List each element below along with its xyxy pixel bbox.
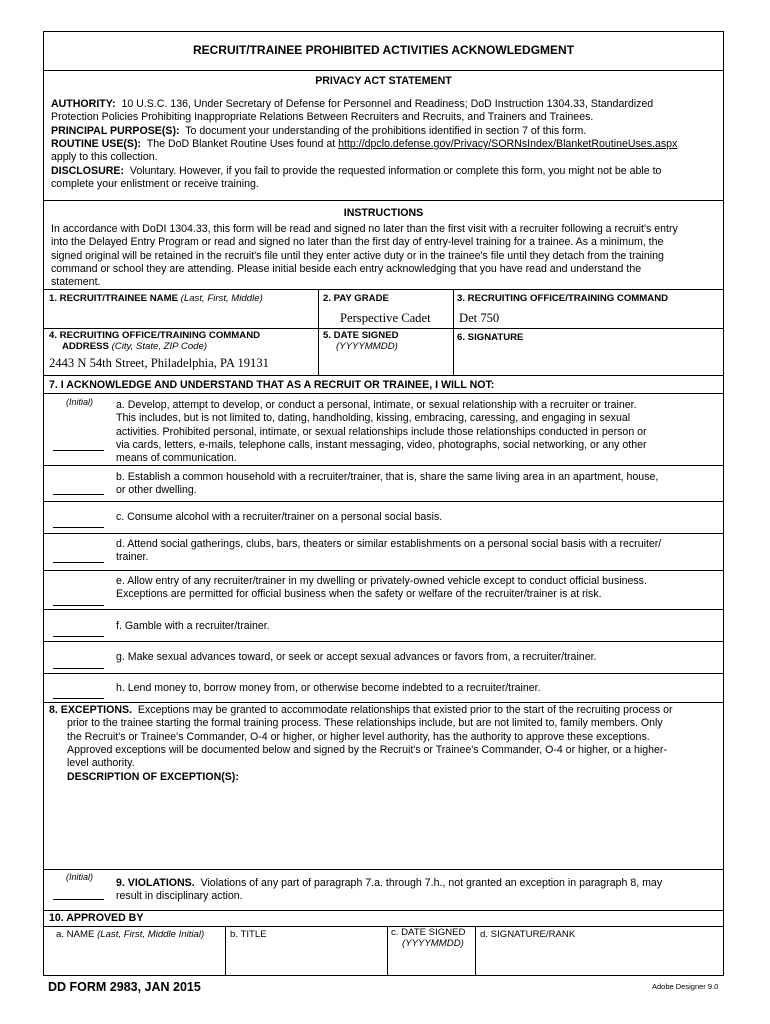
divider bbox=[318, 289, 319, 375]
divider bbox=[44, 465, 723, 466]
field-5-hint: (YYYYMMDD) bbox=[336, 341, 398, 352]
approver-date-field[interactable] bbox=[390, 952, 473, 974]
initial-field-f[interactable] bbox=[53, 636, 104, 637]
section-10-heading: 10. APPROVED BY bbox=[49, 912, 144, 924]
divider bbox=[44, 926, 723, 927]
pay-grade-field[interactable]: Perspective Cadet bbox=[340, 311, 431, 325]
approver-title-label: b. TITLE bbox=[230, 929, 267, 940]
recruiting-office-field[interactable]: Det 750 bbox=[459, 311, 500, 325]
purpose-label: PRINCIPAL PURPOSE(S): bbox=[51, 124, 180, 137]
prohibition-item-e: e. Allow entry of any recruiter/trainer in my dwelling or privately-owned vehicle except to conduct official business. Exceptions are permitted for official business when the safety or welfare of the recruiter/trainer is at risk. bbox=[116, 575, 647, 601]
divider bbox=[44, 328, 723, 329]
instruction-line: signed original will be retained in the recruit's file until they enter active duty or in the trainee's file until they detach from the training bbox=[51, 249, 664, 262]
initial-field-violations[interactable] bbox=[53, 899, 104, 900]
address-field[interactable]: 2443 N 54th Street, Philadelphia, PA 19131 bbox=[49, 356, 269, 370]
divider bbox=[44, 70, 723, 71]
violations-statement: 9. VIOLATIONS. Violations of any part of paragraph 7.a. through 7.h., not granted an exception in paragraph 8, may result in disciplinary action. bbox=[116, 877, 663, 903]
disclosure-label: DISCLOSURE: bbox=[51, 164, 124, 177]
divider bbox=[44, 533, 723, 534]
routine-uses-link[interactable]: http://dpclo.defense.gov/Privacy/SORNsIndex/BlanketRoutineUses.aspx bbox=[338, 138, 678, 151]
field-6-label: 6. SIGNATURE bbox=[457, 332, 524, 343]
prohibition-item-f: f. Gamble with a recruiter/trainer. bbox=[116, 620, 270, 632]
approver-title-field[interactable] bbox=[228, 942, 385, 974]
acknowledgment-form bbox=[43, 31, 724, 976]
approver-name-field[interactable] bbox=[46, 942, 223, 974]
divider bbox=[387, 926, 388, 975]
software-label: Adobe Designer 9.0 bbox=[652, 982, 719, 991]
field-2-label: 2. PAY GRADE bbox=[323, 293, 389, 304]
divider bbox=[44, 869, 723, 870]
instructions-text bbox=[51, 223, 723, 290]
divider bbox=[44, 200, 723, 201]
field-1-label: 1. RECRUIT/TRAINEE NAME (Last, First, Middle) bbox=[49, 293, 263, 304]
authority-label: AUTHORITY: bbox=[51, 98, 116, 110]
disclosure-text-cont: complete your enlistment or receive training. bbox=[51, 178, 259, 191]
exceptions-label: 8. EXCEPTIONS. bbox=[49, 704, 133, 716]
initial-label: (Initial) bbox=[66, 397, 94, 407]
initial-field-h[interactable] bbox=[53, 698, 104, 699]
section-7-heading: 7. I ACKNOWLEDGE AND UNDERSTAND THAT AS A RECRUIT OR TRAINEE, I WILL NOT: bbox=[49, 379, 495, 391]
exceptions-section: 8. EXCEPTIONS. Exceptions may be granted to accommodate relationships that existed prior to the start of the recruiting process or prior to the trainee starting the formal training process. These relationships include, but are not limited to, family members. Only the Recruit's or Trainee's Commander, O-4 or higher, or higher level authority, has the authority to approve these exceptions. Approved exceptions will be documented below and signed by the Recruit's or Trainee's Commander, O-4 or higher, or a higher- level authority. DESCRIPTION OF EXCEPTION(S): bbox=[49, 704, 723, 784]
prohibition-item-d: d. Attend social gatherings, clubs, bars, theaters or similar establishments on a personal social basis with a recruiter/ trainer. bbox=[116, 538, 662, 564]
approver-date-label: c. DATE SIGNED bbox=[391, 927, 466, 938]
initial-field-c[interactable] bbox=[53, 527, 104, 528]
approver-name-label: a. NAME (Last, First, Middle Initial) bbox=[56, 929, 205, 940]
privacy-statement bbox=[51, 98, 721, 191]
divider bbox=[44, 289, 723, 290]
privacy-heading: PRIVACY ACT STATEMENT bbox=[315, 75, 452, 87]
authority-text: 10 U.S.C. 136, Under Secretary of Defense for Personnel and Readiness; DoD Instruction 1304.33, Standardized bbox=[121, 98, 654, 110]
divider bbox=[44, 702, 723, 703]
form-title: RECRUIT/TRAINEE PROHIBITED ACTIVITIES ACKNOWLEDGMENT bbox=[192, 43, 575, 57]
routine-text-cont: apply to this collection. bbox=[51, 151, 158, 164]
field-4-label: 4. RECRUITING OFFICE/TRAINING COMMAND bbox=[49, 330, 261, 341]
exceptions-description-field[interactable] bbox=[66, 789, 716, 869]
divider bbox=[44, 609, 723, 610]
approver-date-hint: (YYYYMMDD) bbox=[402, 938, 464, 949]
authority-text-cont: Protection Policies Prohibiting Inappropriate Relations Between Recruiters and Recruits, and Trainers and Trainees. bbox=[51, 111, 594, 124]
instruction-line: statement. bbox=[51, 276, 101, 289]
prohibition-item-h: h. Lend money to, borrow money from, or otherwise become indebted to a recruiter/trainer. bbox=[116, 682, 541, 694]
divider bbox=[225, 926, 226, 975]
initial-field-e[interactable] bbox=[53, 605, 104, 606]
disclosure-text: Voluntary. However, if you fail to provide the requested information or complete this form, you might not be able to bbox=[129, 164, 662, 177]
prohibition-item-c: c. Consume alcohol with a recruiter/trainer on a personal social basis. bbox=[116, 511, 443, 523]
divider bbox=[44, 393, 723, 394]
divider bbox=[44, 375, 723, 376]
divider bbox=[453, 289, 454, 375]
routine-label: ROUTINE USE(S): bbox=[51, 138, 142, 151]
divider bbox=[44, 641, 723, 642]
purpose-text: To document your understanding of the prohibitions identified in section 7 of this form. bbox=[185, 124, 587, 137]
instruction-line: into the Delayed Entry Program or read and signed no later than the first day of entry-level training for a trainee. As a minimum, the bbox=[51, 236, 664, 249]
routine-text: The DoD Blanket Routine Uses found at bbox=[146, 138, 336, 151]
field-4-label-cont: ADDRESS (City, State, ZIP Code) bbox=[62, 341, 208, 352]
instruction-line: In accordance with DoDI 1304.33, this form will be read and signed no later than the first visit with a recruiter following a recruit's entry bbox=[51, 223, 678, 235]
approver-signature-field[interactable] bbox=[478, 942, 721, 974]
instruction-line: command or school they are attending. Please initial beside each entry acknowledging that you have read and understand the bbox=[51, 263, 642, 276]
description-label: DESCRIPTION OF EXCEPTION(S): bbox=[67, 770, 239, 783]
form-number: DD FORM 2983, JAN 2015 bbox=[48, 980, 201, 994]
approver-signature-label: d. SIGNATURE/RANK bbox=[480, 929, 576, 940]
initial-field-a[interactable] bbox=[53, 450, 104, 451]
instructions-heading: INSTRUCTIONS bbox=[343, 207, 424, 219]
divider bbox=[44, 501, 723, 502]
prohibition-item-a: a. Develop, attempt to develop, or conduct a personal, intimate, or sexual relationship with a recruiter or trainer. This includes, but is not limited to, dating, handholding, kissing, embracing, caressing, and engaging in sexual activities. Prohibited personal, intimate, or sexual relationships include those relationships conducted in person or via cards, letters, e-mails, telephone calls, instant messaging, video, photographs, social networking, or any other means of communication. bbox=[116, 399, 647, 465]
field-3-label: 3. RECRUITING OFFICE/TRAINING COMMAND bbox=[457, 293, 669, 304]
divider bbox=[44, 910, 723, 911]
initial-field-d[interactable] bbox=[53, 562, 104, 563]
field-5-label: 5. DATE SIGNED bbox=[323, 330, 399, 341]
divider bbox=[44, 570, 723, 571]
divider bbox=[44, 673, 723, 674]
prohibition-item-b: b. Establish a common household with a recruiter/trainer, that is, share the same living area in an apartment, house, or other dwelling. bbox=[116, 471, 659, 497]
prohibition-item-g: g. Make sexual advances toward, or seek or accept sexual advances or favors from, a recruiter/trainer. bbox=[116, 651, 597, 663]
divider bbox=[475, 926, 476, 975]
initial-field-b[interactable] bbox=[53, 494, 104, 495]
initial-field-g[interactable] bbox=[53, 668, 104, 669]
initial-label: (Initial) bbox=[66, 872, 94, 882]
